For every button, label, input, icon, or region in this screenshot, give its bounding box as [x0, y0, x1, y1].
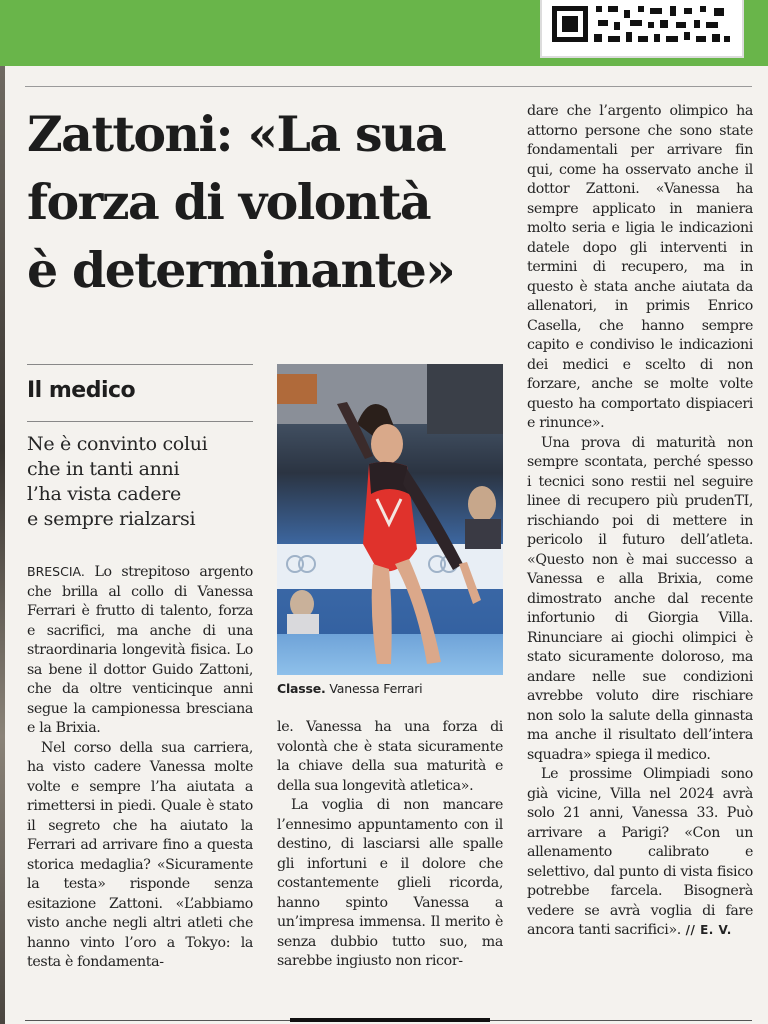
gymnast-photo[interactable]	[277, 364, 503, 675]
paragraph	[527, 765, 753, 941]
dateline: BRESCIA.	[27, 564, 85, 579]
subhead-line: Ne è convinto colui	[27, 433, 208, 455]
kicker-rule-top	[27, 364, 253, 365]
paragraph: dare che l’argento olimpico ha attorno persone che sono state fondamentali per arrivare fin qui, come ha osservato anche il dottor Zattoni. «Vanessa ha sempre applicato in maniera molto seria e ligia le indicazioni datele dopo gli interventi in termini di recupero, ma in questo è stata anche aiutata da allenatori, in primis Enrico Casella, che hanno sempre capito e condiviso le indicazioni dei medici e scelto di non forzare, anche se molte volte questo ha comportato dispiaceri e rinunce».	[527, 103, 753, 431]
paragraph: Nel corso della sua carriera, ha visto cadere Vanessa molte volte e sempre l’ha aiutata a rimettersi in piedi. Quale è stato il segreto che ha aiutato la Ferrari ad arrivare fino a questa storica medaglia? «Sicuramente la testa» risponde senza esitazione Zattoni. «L’abbiamo visto anche negli altri atleti che hanno vinto l’oro a Tokyo: la testa è fondamenta-	[27, 739, 253, 970]
page-edge-strip	[0, 66, 5, 1024]
article-column-3	[527, 102, 753, 941]
gymnast-photo-image	[277, 364, 503, 675]
headline-line: Zattoni: «La sua	[27, 105, 446, 163]
headline	[27, 100, 517, 304]
paragraph-text: Le prossime Olimpiadi sono già vicine, Villa nel 2024 avrà solo 21 anni, Vanessa 33. Può arrivare a Parigi? «Con un allenamento calibrato e selettivo, dal punto di vista fisico potrebbe farcela. Bisognerà vedere se avrà voglia di fare ancora tanti sacrifici».	[527, 766, 753, 938]
article-column-2	[277, 718, 503, 972]
headline-line: forza di volontà	[27, 173, 431, 231]
section-kicker: Il medico	[27, 378, 136, 403]
bottom-rule-accent	[290, 1018, 490, 1022]
author-signature: // E. V.	[680, 923, 732, 937]
paragraph: La voglia di non mancare l’ennesimo appuntamento con il destino, di lasciarsi alle spalle gli infortuni e il dolore che costantemente glieli ricorda, hanno spinto Vanessa a un’impresa immensa. Il merito è senza dubbio tutto suo, ma sarebbe ingiusto non ricor-	[277, 797, 503, 969]
kicker-rule-bottom	[27, 421, 253, 422]
paragraph: le. Vanessa ha una forza di volontà che è stata sicuramente la chiave della sua maturità e della sua longevità atletica».	[277, 719, 503, 794]
article-column-1	[27, 562, 253, 973]
subhead-line: che in tanti anni	[27, 458, 180, 480]
qr-code[interactable]	[540, 0, 744, 58]
photo-caption	[277, 681, 503, 696]
headline-line: è determinante»	[27, 241, 455, 299]
subhead-line: e sempre rialzarsi	[27, 508, 196, 530]
top-rule	[25, 86, 752, 87]
caption-label: Classe.	[277, 681, 326, 696]
caption-text: Vanessa Ferrari	[325, 681, 423, 696]
paragraph-text: Lo strepitoso argento che brilla al collo di Vanessa Ferrari è frutto di talento, forza e sacrifici, ma anche di una straordinaria longevità fisica. Lo sa bene il dottor Guido Zattoni, che da oltre venticinque anni segue la campionessa bresciana e la Brixia.	[27, 564, 253, 736]
subhead-line: l’ha vista cadere	[27, 483, 181, 505]
paragraph: Una prova di maturità non sempre scontata, perché spesso i tecnici sono restii nel seguire linee di recupero più prudenTI, rischiando poi di mettere in pericolo il futuro dell’atleta. «Questo non è mai successo a Vanessa e alla Brixia, come dimostrato anche dal recente infortunio di Giorgia Villa. Rinunciare ai giochi olimpici è stato sicuramente doloroso, ma andare nelle sue condizioni avrebbe voluto dire rischiare non solo la salute della ginnasta ma anche il risultato dell’intera squadra» spiega il medico.	[527, 434, 753, 763]
paragraph	[27, 562, 253, 739]
subheadline	[27, 432, 253, 532]
qr-code-icon	[550, 2, 732, 50]
